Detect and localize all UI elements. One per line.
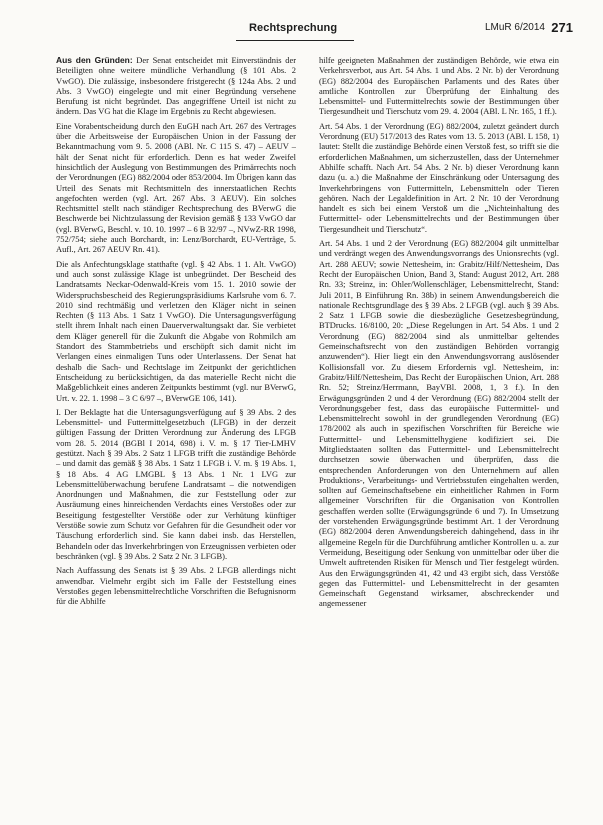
- section-title: Rechtsprechung: [249, 22, 338, 34]
- paragraph: [56, 55, 296, 117]
- journal-reference: LMuR 6/2014: [484, 22, 545, 33]
- paragraph: I. Der Beklagte hat die Untersagungsverfügung auf § 39 Abs. 2 des Lebensmittel- und Futtermittelgesetzbuch (LFGB) in der derzeit gültigen Fassung der Dritten Verordnung zur Änderung des LFGB vom 28. 5. 2014 (BGBl I 2014, 698) i. V. m. § 17 Tier-LMHV gestützt. Nach § 39 Abs. 2 Satz 1 LFGB trifft die zuständige Behörde – und damit das gemäß § 38 Abs. 1 Satz 1 LFGB i. V. m. § 19 Abs. 1, § 18 Abs. 4 AG LMGBL § 13 Abs. 1 Nr. 1 LVG zur Lebensmittelüberwachung berufene Landratsamt – die notwendigen Anordnungen und Maßnahmen, die zur Feststellung oder zur Ausräumung eines hinreichenden Verdachts eines Verstoßes oder zur Beseitigung festgestellter Verstöße oder zur Verhütung künftiger Verstöße sowie zum Schutz vor Gefahren für die Gesundheit oder vor Täuschung erforderlich sind. Sie kann dabei insb. das Herstellen, Behandeln oder das Inverkehrbringen von Erzeugnissen verbieten oder beschränken (vgl. § 39 Abs. 2 Satz 2 Nr. 3 LFGB).: [56, 406, 296, 561]
- paragraph: Art. 54 Abs. 1 und 2 der Verordnung (EG) 882/2004 gilt unmittelbar und verdrängt wegen des Anwendungsvorrangs des Unionsrechts (vgl. Art. 288 AEUV; sowie Nettesheim, in: Grabitz/Hilf/Nettesheim, Das Recht der Europäischen Union, Band 3, Stand: August 2012, Art. 288 Rn. 33; Streinz, in: Ohler/Wollenschläger, Lebensmittelrecht, Stand: Juli 2011, B Einführung Rn. 38b) in seinem Anwendungsbereich die nationale Rechtsgrundlage des § 39 Abs. 2 LFGB (vgl. auch § 39 Abs. 2 Satz 1 LFGB sowie die diesbezügliche Gesetzesbegründung, BTDrucks. 16/8100, 20: „Diese Regelungen in Art. 54 Abs. 1 und 2 Verordnung (EG) 882/2004 sind als unmittelbar geltendes Gemeinschaftsrecht von den zuständigen Behörden vorrangig anzuwenden“). Hier liegt ein den Anwendungsvorrang auslösender Kollisionsfall vor. Zu diesem Erfordernis vgl. Nettesheim, in: Grabitz/Hilf/Nettesheim, Das Recht der Europäischen Union, Art. 288 Rn. 52; Streinz/Herrmann, BayVBl. 2008, 1, 3 f.). In den Erwägungsgründen 2 und 4 der Verordnung (EG) 882/2004 stellt der Verordnungsgeber fest, dass das europäische Futtermittel- und Lebensmittelrecht sowohl in der grundlegenden Verordnung (EG) 178/2002 als auch in spezifischen Vorschriften für Bereiche wie Futtermittel- und Lebensmittelhygiene kodifiziert sei. Die Mitgliedstaaten sollten das Futtermittel- und Lebensmittelrecht durchsetzen sowie überwachen und überprüfen, dass die entsprechenden Anforderungen von den Unternehmern auf allen Produktions-, Verarbeitungs- und Vertriebsstufen eingehalten werden, sollten auf Gemeinschaftsebene ein einheitlicher Rahmen in Form allgemeiner Vorschriften für die Organisation von Kontrollen geschaffen werden sollte (Erwägungsgründe 6 und 7). In Umsetzung der vorstehenden Erwägungsgründe bestimmt Art. 1 der Verordnung (EG) 882/2004 deren Anwendungsbereich dahingehend, dass in ihr allgemeine Regeln für die Durchführung amtlicher Kontrollen u. a. zur Vermeidung, Beseitigung oder Senkung von unmittelbar oder über die Umwelt auftretenden Risiken für Mensch und Tier festgelegt würden. Aus den Erwägungsgründen 41, 42 und 43 ergibt sich, dass Verstöße gegen das Futtermittel- und Lebensmittelrecht in der gesamten Gemeinschaft Gegenstand wirksamer, abschreckender und angemessener: [319, 238, 559, 609]
- header-rule: [236, 40, 354, 41]
- lead-label: Aus den Gründen:: [56, 55, 133, 65]
- left-column: [56, 55, 296, 815]
- paragraph: hilfe geeigneten Maßnahmen der zuständigen Behörde, wie etwa ein Verkehrsverbot, aus Art. 54 Abs. 1 und Abs. 2 Nr. b) der Verordnung (EG) 882/2004 des Europäischen Parlaments und des Rates über amtliche Kontrollen zur Überprüfung der Einhaltung des Lebensmittel- und Futtermittelrechts sowie der Bestimmungen über Tiergesundheit und Tierschutz vom 29. 4. 2004 (ABl. L Nr. 165, 1 ff.).: [319, 55, 559, 117]
- paragraph: Die als Anfechtungsklage statthafte (vgl. § 42 Abs. 1 1. Alt. VwGO) und auch sonst zulässige Klage ist unbegründet. Der Bescheid des Landratsamts Neckar-Odenwald-Kreis vom 15. 1. 2010 sowie der Widerspruchsbescheid des Regierungspräsidiums Karlsruhe vom 6. 7. 2010 sind rechtmäßig und verletzen den Kläger nicht in seinen Rechten (§ 113 Abs. 1 Satz 1 VwGO). Die Untersagungsverfügung stellt ihrem Inhalt nach einen Dauerverwaltungsakt dar. Sie verbietet dem Kläger generell für die Zukunft die Abgabe von Rohmilch am Standort des Stammbetriebs und erschöpft sich damit nicht im Verlangen eines einmaligen Tuns oder Unterlassens. Der Senat hat deshalb die Sach- und Rechtslage im Zeitpunkt der gerichtlichen Entscheidung zu berücksichtigen, da das materielle Recht nicht die Maßgeblichkeit eines anderen Zeitpunkts bestimmt (vgl. nur BVerwG, Urt. v. 22. 1. 1998 – 3 C 6/97 –, BVerwGE 106, 141).: [56, 258, 296, 403]
- paragraph: Art. 54 Abs. 1 der Verordnung (EG) 882/2004, zuletzt geändert durch Verordnung (EU) 517/2013 des Rates vom 13. 5. 2013 (ABl. L 158, 1) lautet: Stellt die zuständige Behörde einen Verstoß fest, so trifft sie die erforderlichen Maßnahmen, um sicherzustellen, dass der Unternehmer Abhilfe schafft. Nach Art. 54 Abs. 2 Nr. b) dieser Verordnung kann dazu (u. a.) die Maßnahme der Einschränkung oder Untersagung des Inverkehrbringens von Futtermitteln, Lebensmitteln oder Tieren gehören. Nach der Legaldefinition in Art. 2 Nr. 10 der Verordnung handelt es sich bei einem Verstoß um die „Nichteinhaltung des Futtermittel- oder Lebensmittelrechts und der Bestimmungen über Tiergesundheit und Tierschutz“.: [319, 120, 559, 234]
- paragraph: Nach Auffassung des Senats ist § 39 Abs. 2 LFGB allerdings nicht anwendbar. Vielmehr ergibt sich im Falle der Feststellung eines Verstoßes gegen lebensmittelrechtliche Vorschriften die Befugnisnorm für die Abhilfe: [56, 565, 296, 607]
- page-number: 271: [551, 20, 573, 35]
- page-header: [56, 14, 573, 36]
- paragraph: Eine Vorabentscheidung durch den EuGH nach Art. 267 des Vertrages über die Arbeitsweise der Europäischen Union in der Fassung der Bekanntmachung vom 9. 5. 2008 (ABl. Nr. C 115 S. 47) – AEUV – hält der Senat nicht für erforderlich. Denn es hat weder Zweifel hinsichtlich der Auslegung von Bestimmungen des Primärrechts noch der Verordnungen (EG) 882/2004 oder 853/2004. Im Übrigen kann das Urteil des Senats mit Rechtsmitteln des innerstaatlichen Rechts angefochten werden (vgl. Art. 267 Abs. 3 AEUV). Ein solches Rechtsmittel stellt nach ständiger Rechtsprechung des BVerwG die Beschwerde bei Nichtzulassung der Revision gemäß § 133 VwGO dar (vgl. BVerwG, Beschl. v. 10. 10. 1997 – 6 B 32/97 –, NVwZ-RR 1998, 752/754; siehe auch Borchardt, in: Lenz/Borchardt, EU-Verträge, 5. Aufl., Art. 267 AEUV Rn. 41).: [56, 120, 296, 255]
- paragraph-text: Der Senat entscheidet mit Einverständnis der Beteiligten ohne weitere mündliche Verhandlung (§ 101 Abs. 2 VwGO). Die zulässige, insbesondere fristgerecht (§ 124a Abs. 2 und Abs. 3 VwGO) eingelegte und mit einer Begründung versehene Berufung ist nicht begründet. Das angegriffene Urteil ist nicht zu ändern. Das VG hat die Klage im Ergebnis zu Recht abgewiesen.: [56, 55, 296, 117]
- right-column: [319, 55, 559, 815]
